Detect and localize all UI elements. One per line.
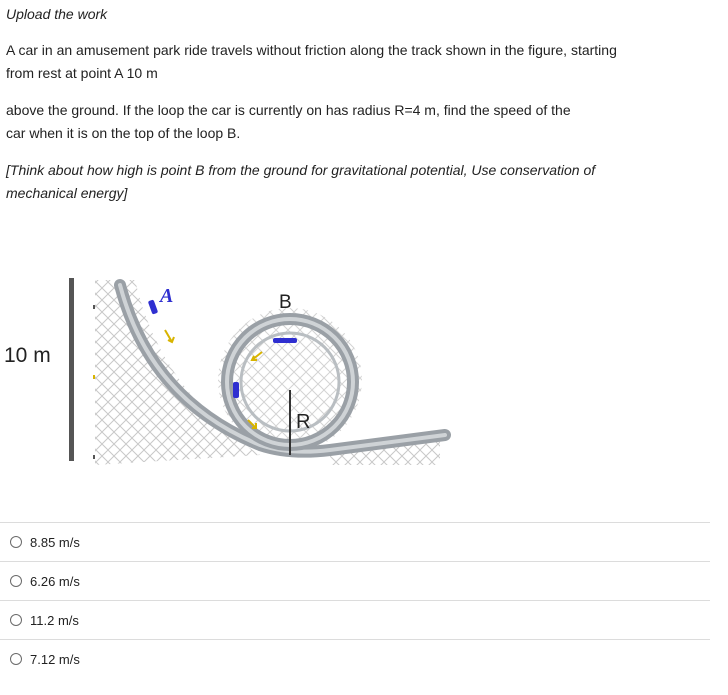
question-line-4: car when it is on the top of the loop B.	[6, 125, 241, 141]
page-title: Upload the work	[6, 6, 108, 22]
car-at-b	[273, 338, 297, 343]
mark-mid	[93, 375, 95, 379]
question-line-2: from rest at point A 10 m	[6, 65, 158, 81]
roller-coaster-diagram	[0, 270, 460, 470]
arrow-a	[165, 330, 174, 342]
question-line-1: A car in an amusement park ride travels without friction along the track shown in the figure, starting	[6, 42, 617, 58]
hint-line-1: [Think about how high is point B from the ground for gravitational potential, Use conservation of	[6, 162, 596, 178]
question-text-part1	[6, 39, 718, 85]
mark-top	[93, 305, 95, 309]
answer-label: 11.2 m/s	[30, 612, 79, 628]
point-a-label: A	[160, 285, 174, 307]
radio-button[interactable]	[10, 614, 22, 626]
mark-bottom	[93, 455, 95, 459]
height-bar	[69, 278, 74, 461]
hint-line-2: mechanical energy]	[6, 185, 128, 201]
answer-label: 7.12 m/s	[30, 651, 80, 667]
radio-button[interactable]	[10, 653, 22, 665]
question-text-part2	[6, 99, 718, 145]
radius-label: R	[296, 411, 311, 433]
question-line-3: above the ground. If the loop the car is currently on has radius R=4 m, find the speed of the	[6, 102, 571, 118]
car-on-loop	[233, 382, 239, 398]
answer-option-4[interactable]	[0, 639, 710, 678]
answer-option-2[interactable]	[0, 561, 710, 600]
answer-options	[0, 522, 710, 678]
radio-button[interactable]	[10, 575, 22, 587]
point-b-label: B	[279, 292, 292, 313]
roller-coaster-figure	[0, 270, 460, 470]
answer-option-3[interactable]	[0, 600, 710, 639]
height-label: 10 m	[4, 344, 51, 367]
answer-option-1[interactable]	[0, 522, 710, 561]
answer-label: 8.85 m/s	[30, 534, 80, 550]
car-at-a	[148, 299, 158, 314]
radio-button[interactable]	[10, 536, 22, 548]
hint-text	[6, 159, 718, 205]
answer-label: 6.26 m/s	[30, 573, 80, 589]
